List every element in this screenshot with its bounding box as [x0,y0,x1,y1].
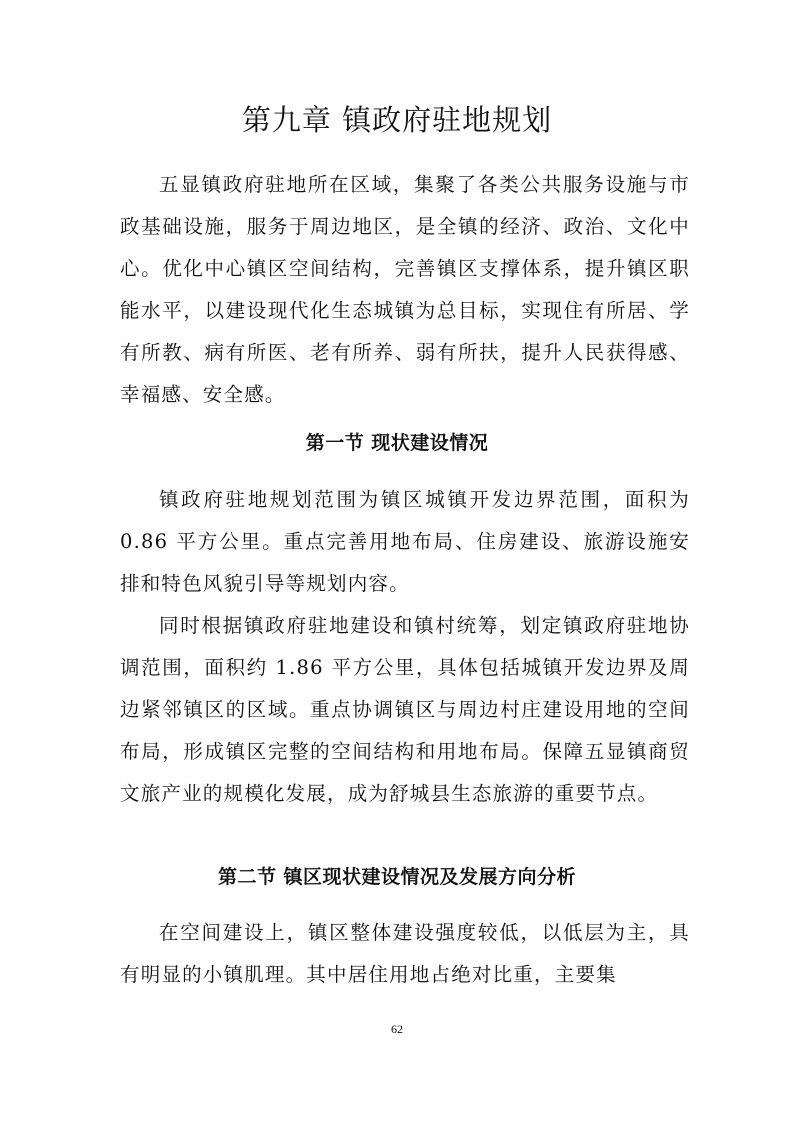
intro-paragraph: 五显镇政府驻地所在区域，集聚了各类公共服务设施与市政基础设施，服务于周边地区，是全镇的经济、政治、文化中心。优化中心镇区空间结构，完善镇区支撑体系，提升镇区职能水平，以建设现代化生态城镇为总目标，实现住有所居、学有所教、病有所医、老有所养、弱有所扶，提升人民获得感、幸福感、安全感。 [120,173,690,406]
section-2-title: 第二节 镇区现状建设情况及发展方向分析 [217,866,577,888]
section-2-paragraph-1: 在空间建设上，镇区整体建设强度较低，以低层为主，具有明显的小镇肌理。其中居住用地占绝对比重，主要集 [120,921,690,986]
section-1-paragraph-1: 镇政府驻地规划范围为镇区城镇开发边界范围，面积为 0.86 平方公里。重点完善用地布局、住房建设、旅游设施安排和特色风貌引导等规划内容。 [120,488,690,595]
chapter-title: 第九章 镇政府驻地规划 [241,103,553,137]
page-number: 62 [391,1022,403,1036]
section-1-title: 第一节 现状建设情况 [305,432,489,454]
section-1-paragraph-2: 同时根据镇政府驻地建设和镇村统筹，划定镇政府驻地协调范围，面积约 1.86 平方公里，具体包括城镇开发边界及周边紧邻镇区的区域。重点协调镇区与周边村庄建设用地的空间布局，形成镇区完整的空间结构和用地布局。保障五显镇商贸文旅产业的规模化发展，成为舒城县生态旅游的重要节点。 [120,614,690,805]
